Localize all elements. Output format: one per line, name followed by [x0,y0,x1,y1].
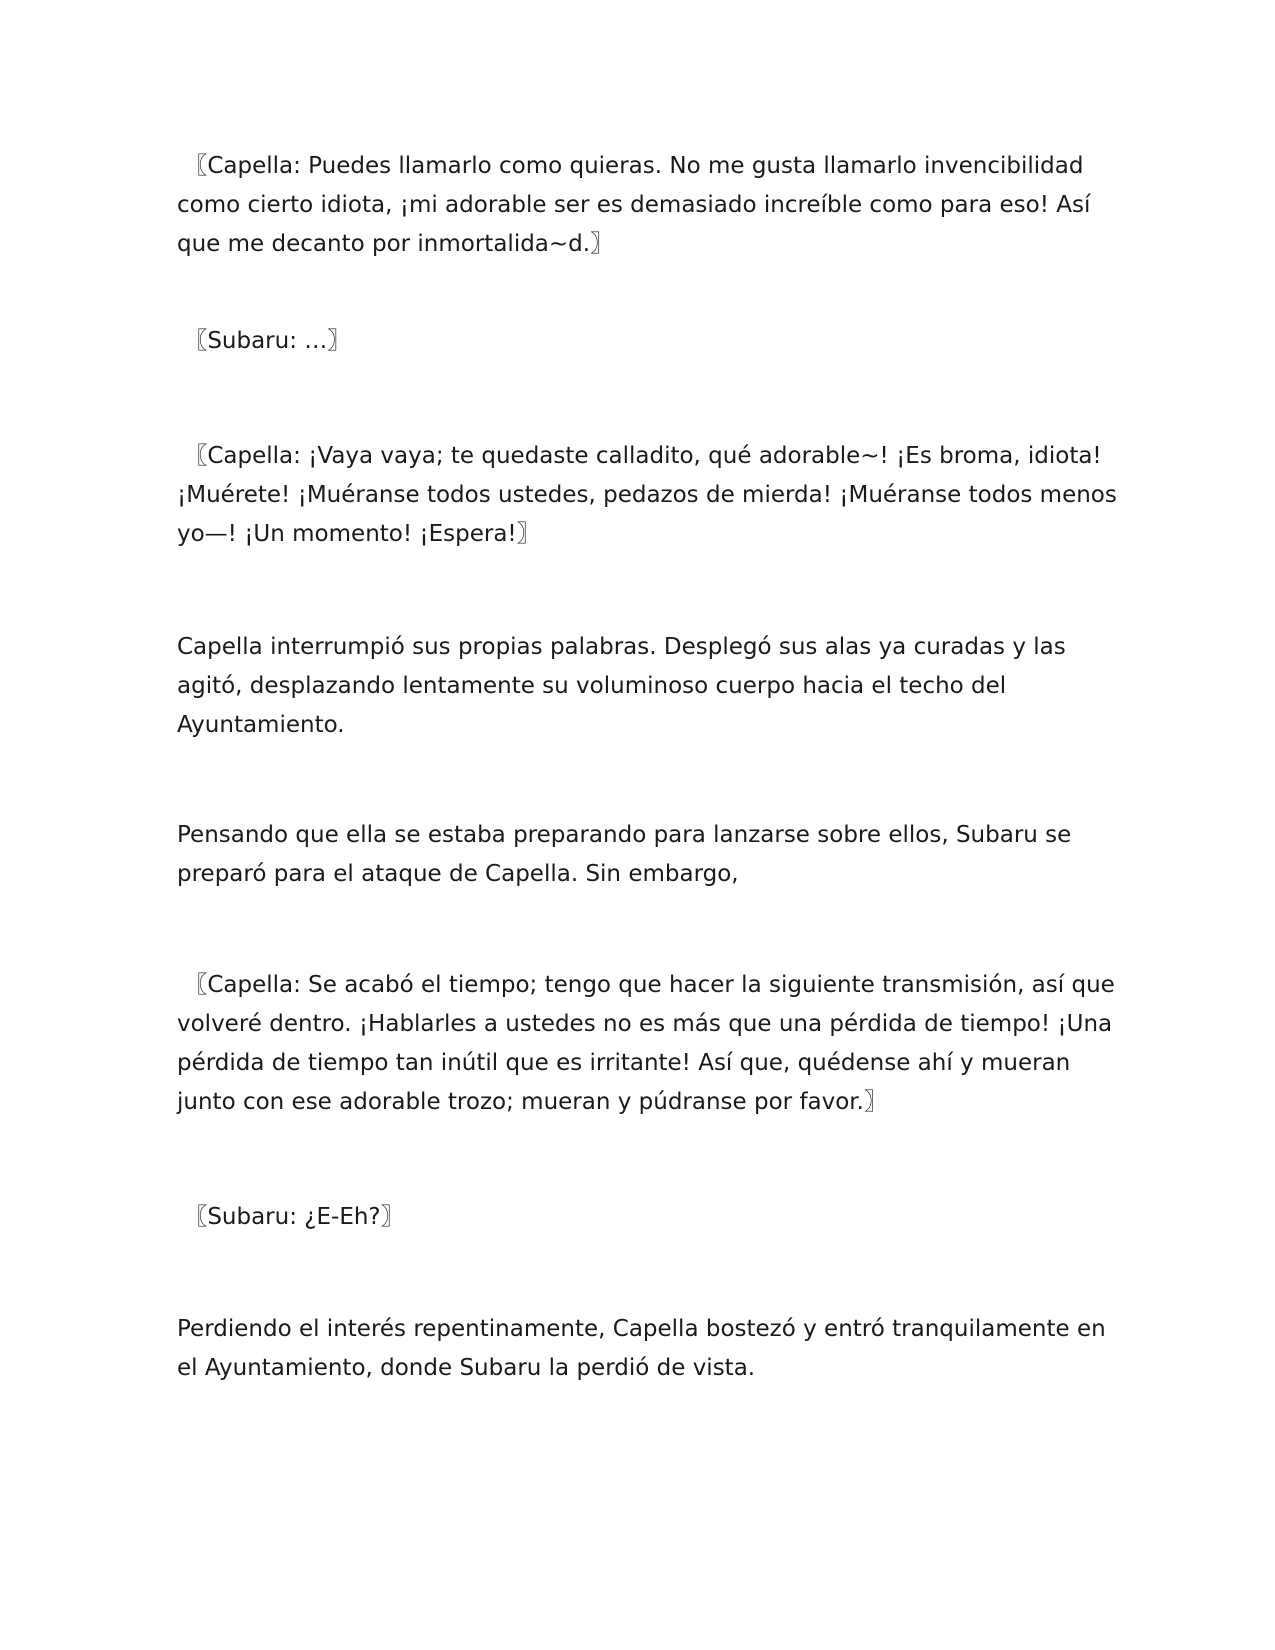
paragraph-capella-dialogue-2: 〖Capella: ¡Vaya vaya; te quedaste calladito, qué adorable~! ¡Es broma, idiota! ¡Muérete! ¡Muéranse todos ustedes, pedazos de mierda! ¡Muéranse todos menos yo—! ¡Un momento! ¡Espera!〗 [177,443,1125,547]
paragraph-capella-dialogue-3: 〖Capella: Se acabó el tiempo; tengo que hacer la siguiente transmisión, así que volveré dentro. ¡Hablarles a ustedes no es más que una pérdida de tiempo! ¡Una pérdida de tiempo tan inútil que es irritante! Así que, quédense ahí y mueran junto con ese adorable trozo; mueran y púdranse por favor.〗 [177,972,1123,1115]
paragraph-capella-dialogue-1: 〖Capella: Puedes llamarlo como quieras. No me gusta llamarlo invencibilidad como cierto idiota, ¡mi adorable ser es demasiado increíble como para eso! Así que me decanto por inmortalida~d.〗 [177,153,1098,257]
paragraph-subaru-dialogue-1: 〖Subaru: …〗 [177,328,351,354]
paragraph-narration-2: Pensando que ella se estaba preparando para lanzarse sobre ellos, Subaru se preparó para el ataque de Capella. Sin embargo, [177,822,1079,887]
paragraph-subaru-dialogue-2: 〖Subaru: ¿E-Eh?〗 [177,1204,404,1230]
paragraph-narration-3: Perdiendo el interés repentinamente, Capella bostezó y entró tranquilamente en el Ayuntamiento, donde Subaru la perdió de vista. [177,1316,1113,1381]
paragraph-narration-1: Capella interrumpió sus propias palabras. Desplegó sus alas ya curadas y las agitó, desplazando lentamente su voluminoso cuerpo hacia el techo del Ayuntamiento. [177,634,1074,738]
